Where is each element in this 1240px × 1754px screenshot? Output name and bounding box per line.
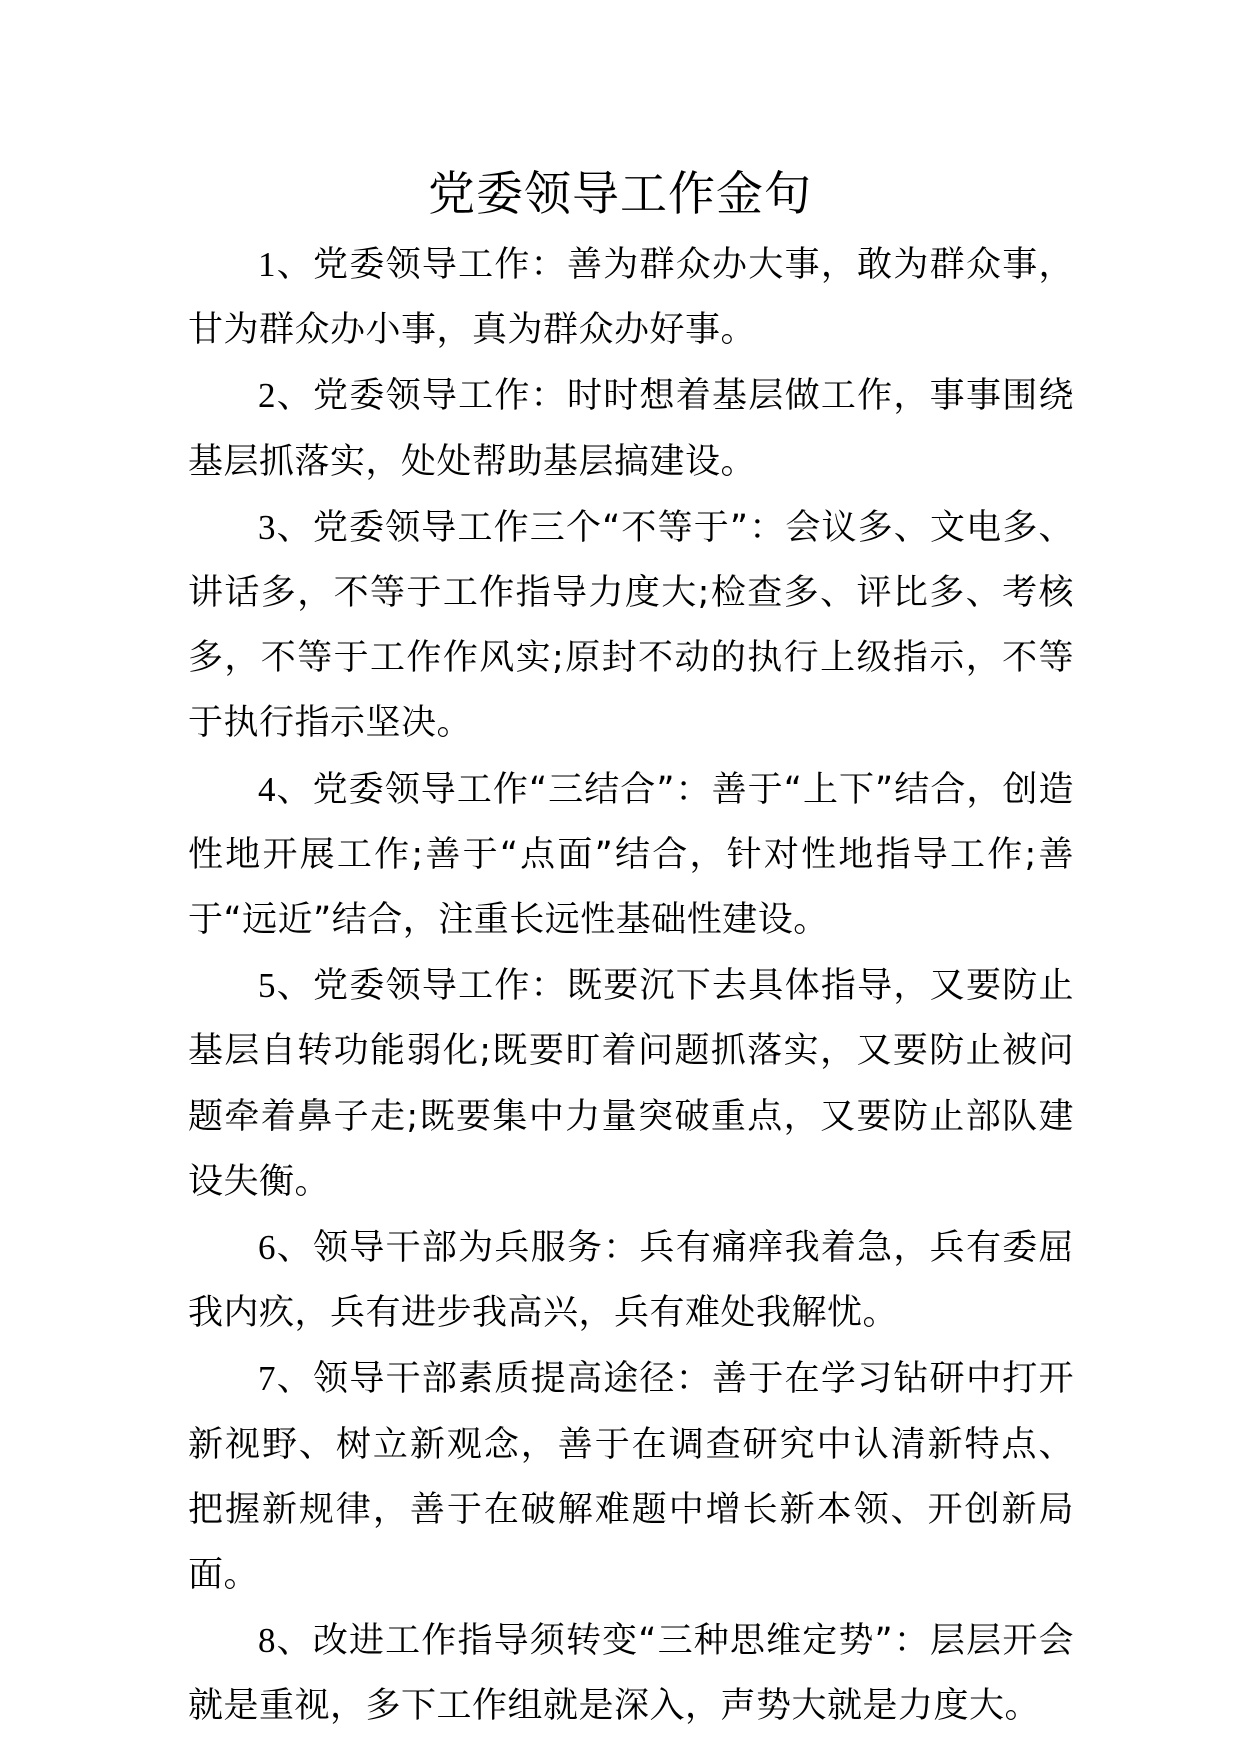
paragraph-text: 、领导干部为兵服务：兵有痛痒我着急，兵有委屈我内疚，兵有进步我高兴，兵有难处我解忧。: [188, 1228, 1074, 1334]
paragraph-number: 4: [258, 769, 276, 809]
paragraph-text: 、党委领导工作三个“不等于”：会议多、文电多、讲话多，不等于工作指导力度大;检查多、评比多、考核多，不等于工作作风实;原封不动的执行上级指示，不等于执行指示坚决。: [188, 507, 1074, 744]
paragraph-text: 、改进工作指导须转变“三种思维定势”：层层开会就是重视，多下工作组就是深入，声势大就是力度大。: [188, 1621, 1074, 1727]
paragraph-text: 、党委领导工作“三结合”：善于“上下”结合，创造性地开展工作;善于“点面”结合，针对性地指导工作;善于“远近”结合，注重长远性基础性建设。: [188, 769, 1074, 941]
paragraph-text: 、党委领导工作：既要沉下去具体指导，又要防止基层自转功能弱化;既要盯着问题抓落实，又要防止被问题牵着鼻子走;既要集中力量突破重点，又要防止部队建设失衡。: [188, 966, 1074, 1202]
document-title: 党委领导工作金句: [428, 167, 812, 222]
paragraph-text: 、领导干部素质提高途径：善于在学习钻研中打开新视野、树立新观念，善于在调查研究中认清新特点、把握新规律，善于在破解难题中增长新本领、开创新局面。: [188, 1359, 1074, 1596]
paragraph-number: 8: [258, 1621, 276, 1661]
paragraph-2: [188, 363, 1074, 494]
paragraph-5: [188, 953, 1074, 1215]
paragraph-7: [188, 1346, 1074, 1608]
paragraph-8: [188, 1608, 1074, 1739]
paragraph-number: 7: [258, 1359, 276, 1399]
paragraph-number: 2: [258, 376, 276, 416]
paragraph-4: [188, 757, 1074, 954]
paragraph-number: 5: [258, 966, 276, 1006]
paragraph-number: 6: [258, 1228, 276, 1268]
paragraph-text: 、党委领导工作：善为群众办大事，敢为群众事，甘为群众办小事，真为群众办好事。: [188, 245, 1074, 351]
paragraph-1: [188, 232, 1074, 363]
paragraph-3: [188, 495, 1074, 757]
document-body: [188, 232, 1074, 1740]
paragraph-number: 3: [258, 507, 276, 547]
paragraph-number: 1: [258, 245, 276, 284]
paragraph-text: 、党委领导工作：时时想着基层做工作，事事围绕基层抓落实，处处帮助基层搞建设。: [188, 376, 1074, 482]
paragraph-6: [188, 1215, 1074, 1346]
